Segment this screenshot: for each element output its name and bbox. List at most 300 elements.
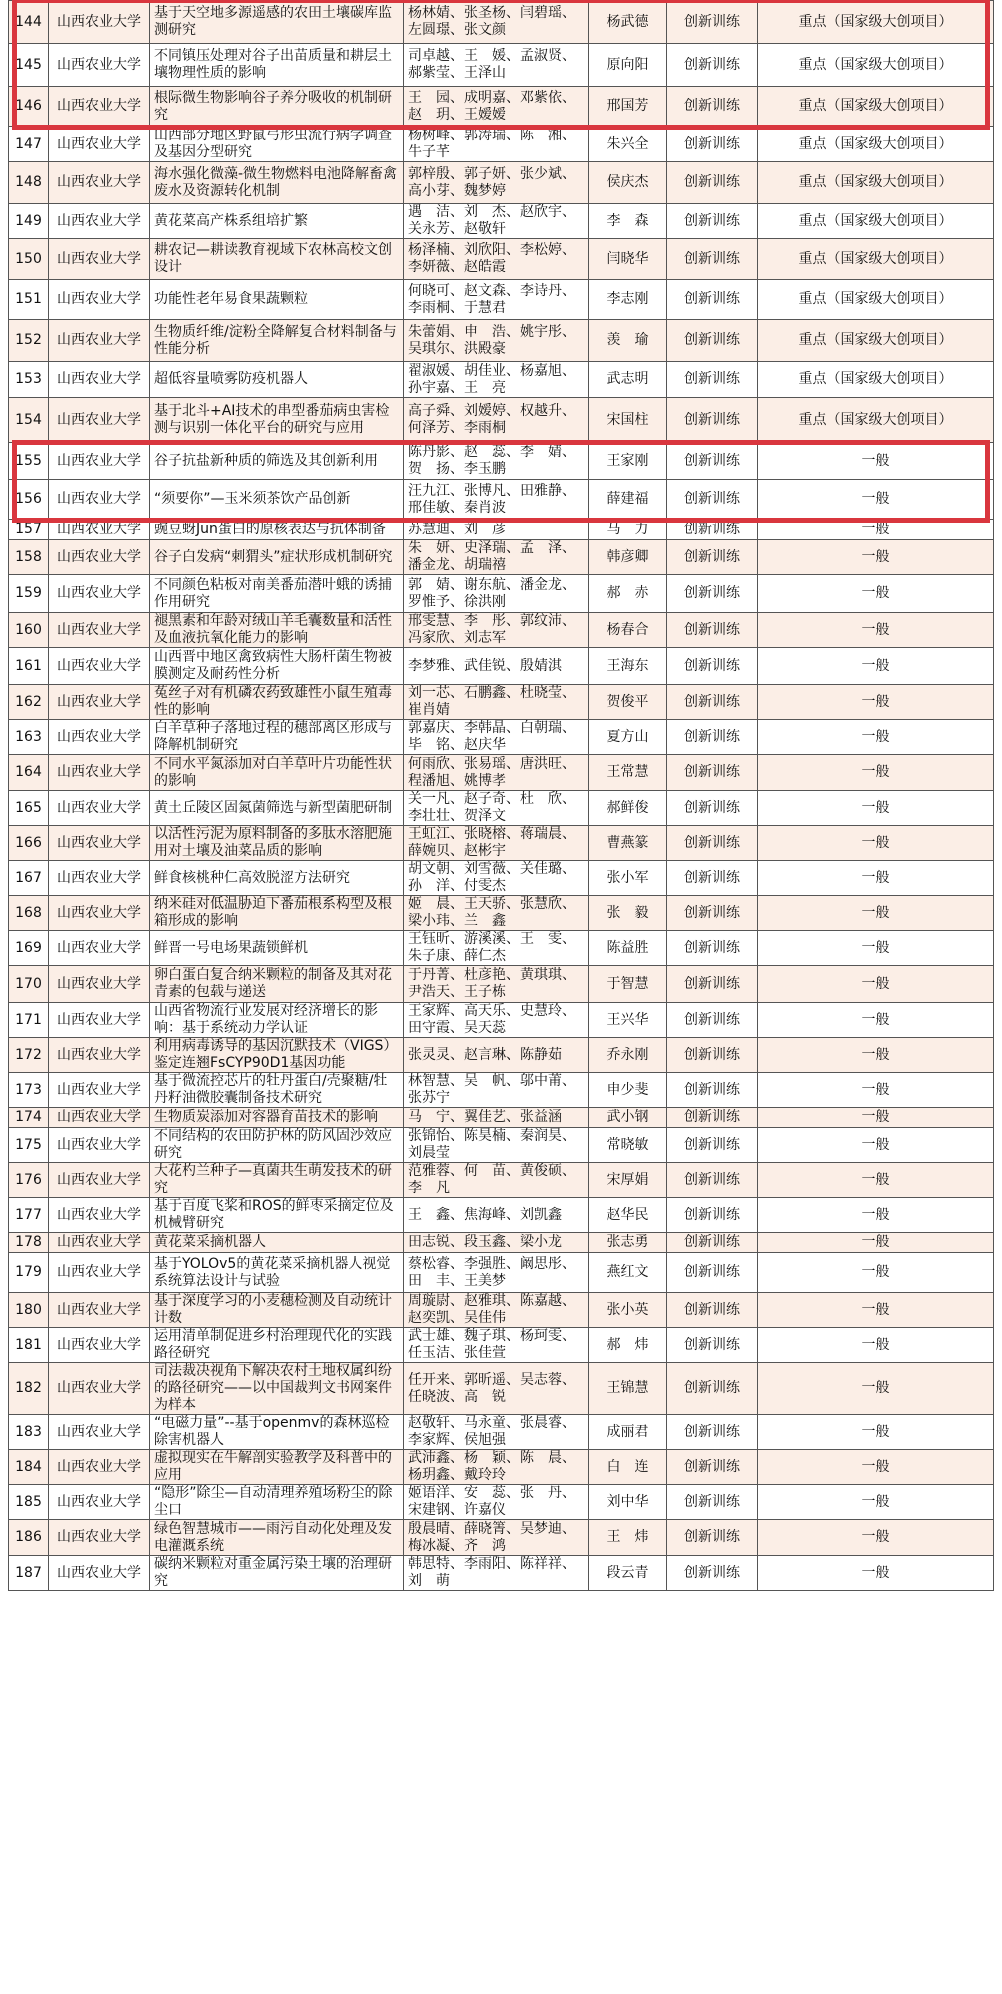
member-list: 张锦怡、陈昊楠、秦润昊、刘晨莹: [404, 1128, 589, 1163]
project-title: 卵白蛋白复合纳米颗粒的制备及其对花青素的包载与递送: [150, 966, 404, 1003]
project-level: 重点（国家级大创项目）: [758, 162, 994, 204]
row-number: 167: [9, 861, 49, 896]
row-number: 175: [9, 1128, 49, 1163]
project-type: 创新训练: [667, 720, 758, 755]
advisor-name: 宋国柱: [589, 398, 667, 443]
project-type: 创新训练: [667, 162, 758, 204]
school-name: 山西农业大学: [49, 613, 150, 648]
project-type: 创新训练: [667, 1485, 758, 1520]
member-list: 姬 晨、王天骄、张慧欣、梁小玮、兰 鑫: [404, 896, 589, 931]
member-list: 武沛鑫、杨 颖、陈 晨、杨玥鑫、戴玲玲: [404, 1450, 589, 1485]
member-list: 郭 婧、谢东航、潘金龙、罗惟予、徐洪刚: [404, 575, 589, 613]
table-row: [9, 1128, 994, 1163]
member-list: 关一凡、赵子奇、杜 欣、李壮壮、贺泽文: [404, 791, 589, 826]
advisor-name: 武小钢: [589, 1108, 667, 1128]
member-list: 林智慧、吴 帆、邬中莆、张苏宁: [404, 1073, 589, 1108]
project-level: 一般: [758, 1198, 994, 1233]
project-level: 一般: [758, 648, 994, 685]
school-name: 山西农业大学: [49, 575, 150, 613]
project-type: 创新训练: [667, 540, 758, 575]
row-number: 144: [9, 1, 49, 44]
member-list: 王虹江、张晓榕、蒋瑞晨、薛婉贝、赵彬宇: [404, 826, 589, 861]
row-number: 185: [9, 1485, 49, 1520]
project-level: 一般: [758, 931, 994, 966]
table-row: [9, 1003, 994, 1038]
project-level: 重点（国家级大创项目）: [758, 362, 994, 398]
advisor-name: 朱兴全: [589, 127, 667, 162]
project-type: 创新训练: [667, 1233, 758, 1253]
project-type: 创新训练: [667, 1163, 758, 1198]
school-name: 山西农业大学: [49, 1233, 150, 1253]
advisor-name: 白 连: [589, 1450, 667, 1485]
row-number: 163: [9, 720, 49, 755]
school-name: 山西农业大学: [49, 1, 150, 44]
advisor-name: 申少斐: [589, 1073, 667, 1108]
project-title: 基于百度飞桨和ROS的鲜枣采摘定位及机械臂研究: [150, 1198, 404, 1233]
table-row: [9, 540, 994, 575]
project-level: 一般: [758, 1128, 994, 1163]
project-type: 创新训练: [667, 1450, 758, 1485]
member-list: 杨泽楠、刘欣阳、李松婷、李妍薇、赵皓霞: [404, 239, 589, 280]
project-type: 创新训练: [667, 1128, 758, 1163]
member-list: 王家辉、高天乐、史慧玲、田守霞、吴天蕊: [404, 1003, 589, 1038]
table-row: [9, 966, 994, 1003]
project-title: 基于微流控芯片的牡丹蛋白/壳聚糖/牡丹籽油微胶囊制备技术研究: [150, 1073, 404, 1108]
table-row: [9, 931, 994, 966]
row-number: 161: [9, 648, 49, 685]
table-row: [9, 239, 994, 280]
project-level: 一般: [758, 826, 994, 861]
project-title: 山西部分地区野鼠弓形虫流行病学调查及基因分型研究: [150, 127, 404, 162]
project-type: 创新训练: [667, 685, 758, 720]
row-number: 170: [9, 966, 49, 1003]
table-row: [9, 362, 994, 398]
project-title: “须要你”—玉米须茶饮产品创新: [150, 480, 404, 520]
table-row: [9, 204, 994, 239]
advisor-name: 常晓敏: [589, 1128, 667, 1163]
advisor-name: 王海东: [589, 648, 667, 685]
table-row: [9, 861, 994, 896]
project-level: 重点（国家级大创项目）: [758, 44, 994, 87]
project-level: 一般: [758, 1485, 994, 1520]
project-level: 一般: [758, 1163, 994, 1198]
school-name: 山西农业大学: [49, 1073, 150, 1108]
project-type: 创新训练: [667, 398, 758, 443]
project-title: 生物质炭添加对容器育苗技术的影响: [150, 1108, 404, 1128]
project-title: 碳纳米颗粒对重金属污染土壤的治理研究: [150, 1556, 404, 1591]
advisor-name: 张小英: [589, 1293, 667, 1328]
table-row: [9, 1293, 994, 1328]
row-number: 169: [9, 931, 49, 966]
school-name: 山西农业大学: [49, 204, 150, 239]
advisor-name: 杨武德: [589, 1, 667, 44]
school-name: 山西农业大学: [49, 1485, 150, 1520]
member-list: 王钰昕、游溪溪、王 雯、朱子康、薛仁杰: [404, 931, 589, 966]
school-name: 山西农业大学: [49, 685, 150, 720]
advisor-name: 王常慧: [589, 755, 667, 791]
member-list: 范雅蓉、何 苗、黄俊硕、李 凡: [404, 1163, 589, 1198]
school-name: 山西农业大学: [49, 1163, 150, 1198]
project-title: 不同结构的农田防护林的防风固沙效应研究: [150, 1128, 404, 1163]
advisor-name: 杨春合: [589, 613, 667, 648]
project-type: 创新训练: [667, 861, 758, 896]
project-title: 生物质纤维/淀粉全降解复合材料制备与性能分析: [150, 320, 404, 362]
table-row: [9, 648, 994, 685]
project-title: 不同镇压处理对谷子出苗质量和耕层土壤物理性质的影响: [150, 44, 404, 87]
project-level: 一般: [758, 613, 994, 648]
project-level: 一般: [758, 1108, 994, 1128]
row-number: 157: [9, 520, 49, 540]
school-name: 山西农业大学: [49, 1293, 150, 1328]
project-title: 运用清单制促进乡村治理现代化的实践路径研究: [150, 1328, 404, 1363]
advisor-name: 韩彦卿: [589, 540, 667, 575]
project-level: 重点（国家级大创项目）: [758, 320, 994, 362]
project-level: 一般: [758, 575, 994, 613]
project-title: 司法裁决视角下解决农村土地权属纠纷的路径研究——以中国裁判文书网案件为样本: [150, 1363, 404, 1415]
member-list: 杨林婧、张圣杨、闫碧瑶、左圆璟、张文颜: [404, 1, 589, 44]
school-name: 山西农业大学: [49, 480, 150, 520]
project-type: 创新训练: [667, 791, 758, 826]
school-name: 山西农业大学: [49, 720, 150, 755]
school-name: 山西农业大学: [49, 1415, 150, 1450]
row-number: 150: [9, 239, 49, 280]
project-type: 创新训练: [667, 1328, 758, 1363]
advisor-name: 李志刚: [589, 280, 667, 320]
member-list: 陈丹影、赵 蕊、李 婧、贺 扬、李玉鹏: [404, 443, 589, 480]
table-row: [9, 162, 994, 204]
project-title: “隐形”除尘—自动清理养殖场粉尘的除尘口: [150, 1485, 404, 1520]
project-title: 海水强化微藻-微生物燃料电池降解畜禽废水及资源转化机制: [150, 162, 404, 204]
school-name: 山西农业大学: [49, 443, 150, 480]
project-title: 不同颜色粘板对南美番茄潜叶蛾的诱捕作用研究: [150, 575, 404, 613]
school-name: 山西农业大学: [49, 966, 150, 1003]
school-name: 山西农业大学: [49, 648, 150, 685]
member-list: 蔡松睿、李强胜、阚思彤、田 丰、王美梦: [404, 1253, 589, 1293]
member-list: 胡文朝、刘雪薇、关佳璐、孙 洋、付雯杰: [404, 861, 589, 896]
table-row: [9, 826, 994, 861]
advisor-name: 张志勇: [589, 1233, 667, 1253]
advisor-name: 燕红文: [589, 1253, 667, 1293]
project-type: 创新训练: [667, 1293, 758, 1328]
school-name: 山西农业大学: [49, 162, 150, 204]
project-level: 一般: [758, 1253, 994, 1293]
project-title: 黄花菜采摘机器人: [150, 1233, 404, 1253]
school-name: 山西农业大学: [49, 1520, 150, 1556]
project-level: 重点（国家级大创项目）: [758, 280, 994, 320]
school-name: 山西农业大学: [49, 280, 150, 320]
project-title: 豌豆蚜Jun蛋白的原核表达与抗体制备: [150, 520, 404, 540]
project-level: 一般: [758, 1293, 994, 1328]
project-type: 创新训练: [667, 320, 758, 362]
row-number: 180: [9, 1293, 49, 1328]
project-type: 创新训练: [667, 443, 758, 480]
table-row: [9, 1450, 994, 1485]
advisor-name: 曹燕篆: [589, 826, 667, 861]
advisor-name: 郝 赤: [589, 575, 667, 613]
project-type: 创新训练: [667, 966, 758, 1003]
member-list: 马 宁、翼佳艺、张益涵: [404, 1108, 589, 1128]
advisor-name: 于智慧: [589, 966, 667, 1003]
project-type: 创新训练: [667, 280, 758, 320]
row-number: 160: [9, 613, 49, 648]
table-body: [9, 1, 994, 1591]
project-title: 谷子白发病“刺猬头”症状形成机制研究: [150, 540, 404, 575]
table-row: [9, 1198, 994, 1233]
table-row: [9, 1485, 994, 1520]
project-level: 重点（国家级大创项目）: [758, 204, 994, 239]
advisor-name: 郝鲜俊: [589, 791, 667, 826]
table-row: [9, 1073, 994, 1108]
member-list: 朱 妍、史泽瑞、孟 泽、潘金龙、胡瑞禧: [404, 540, 589, 575]
table-row: [9, 320, 994, 362]
project-title: 不同水平氮添加对白羊草叶片功能性状的影响: [150, 755, 404, 791]
row-number: 168: [9, 896, 49, 931]
row-number: 162: [9, 685, 49, 720]
project-type: 创新训练: [667, 239, 758, 280]
project-title: 基于深度学习的小麦穗检测及自动统计计数: [150, 1293, 404, 1328]
project-title: 褪黑素和年龄对绒山羊毛囊数量和活性及血液抗氧化能力的影响: [150, 613, 404, 648]
advisor-name: 段云青: [589, 1556, 667, 1591]
row-number: 184: [9, 1450, 49, 1485]
project-title: 黄花菜高产株系组培扩繁: [150, 204, 404, 239]
row-number: 182: [9, 1363, 49, 1415]
advisor-name: 郝 炜: [589, 1328, 667, 1363]
table-row: [9, 1363, 994, 1415]
table-row: [9, 1, 994, 44]
project-type: 创新训练: [667, 648, 758, 685]
project-table: [8, 0, 994, 1591]
row-number: 164: [9, 755, 49, 791]
member-list: 武士雄、魏子琪、杨珂雯、任玉洁、张佳萱: [404, 1328, 589, 1363]
member-list: 遇 洁、刘 杰、赵欣宇、关永芳、赵敬轩: [404, 204, 589, 239]
table-row: [9, 685, 994, 720]
row-number: 145: [9, 44, 49, 87]
project-title: 功能性老年易食果蔬颗粒: [150, 280, 404, 320]
school-name: 山西农业大学: [49, 239, 150, 280]
row-number: 165: [9, 791, 49, 826]
school-name: 山西农业大学: [49, 320, 150, 362]
project-level: 一般: [758, 540, 994, 575]
table-row: [9, 520, 994, 540]
row-number: 152: [9, 320, 49, 362]
advisor-name: 张小军: [589, 861, 667, 896]
project-title: 耕农记—耕读教育视域下农林高校文创设计: [150, 239, 404, 280]
advisor-name: 武志明: [589, 362, 667, 398]
project-level: 一般: [758, 791, 994, 826]
advisor-name: 赵华民: [589, 1198, 667, 1233]
school-name: 山西农业大学: [49, 87, 150, 127]
advisor-name: 王兴华: [589, 1003, 667, 1038]
table-row: [9, 720, 994, 755]
school-name: 山西农业大学: [49, 755, 150, 791]
table-row: [9, 1108, 994, 1128]
member-list: 何晓可、赵文森、李诗丹、李雨桐、于慧君: [404, 280, 589, 320]
advisor-name: 李 森: [589, 204, 667, 239]
member-list: 李梦雅、武佳锐、殷婧淇: [404, 648, 589, 685]
row-number: 166: [9, 826, 49, 861]
project-level: 重点（国家级大创项目）: [758, 398, 994, 443]
project-level: 一般: [758, 1328, 994, 1363]
member-list: 汪九江、张博凡、田雅静、邢佳敏、秦肖波: [404, 480, 589, 520]
project-title: 超低容量喷雾防疫机器人: [150, 362, 404, 398]
table-row: [9, 791, 994, 826]
table-row: [9, 1038, 994, 1073]
advisor-name: 夏方山: [589, 720, 667, 755]
table-row: [9, 127, 994, 162]
row-number: 148: [9, 162, 49, 204]
member-list: 任开来、郭昕遥、吴志蓉、任晓波、高 锐: [404, 1363, 589, 1415]
project-level: 重点（国家级大创项目）: [758, 87, 994, 127]
member-list: 翟淑媛、胡佳业、杨嘉旭、孙宇嘉、王 亮: [404, 362, 589, 398]
table-row: [9, 280, 994, 320]
school-name: 山西农业大学: [49, 861, 150, 896]
row-number: 177: [9, 1198, 49, 1233]
project-type: 创新训练: [667, 44, 758, 87]
member-list: 刘一芯、石鹏鑫、杜晓莹、崔肖婧: [404, 685, 589, 720]
row-number: 178: [9, 1233, 49, 1253]
project-type: 创新训练: [667, 826, 758, 861]
project-level: 一般: [758, 1038, 994, 1073]
advisor-name: 薛建福: [589, 480, 667, 520]
advisor-name: 马 力: [589, 520, 667, 540]
table-row: [9, 755, 994, 791]
project-title: 大花杓兰种子—真菌共生萌发技术的研究: [150, 1163, 404, 1198]
table-row: [9, 1253, 994, 1293]
advisor-name: 陈益胜: [589, 931, 667, 966]
project-type: 创新训练: [667, 1415, 758, 1450]
project-level: 一般: [758, 1363, 994, 1415]
school-name: 山西农业大学: [49, 931, 150, 966]
advisor-name: 邢国芳: [589, 87, 667, 127]
advisor-name: 张 毅: [589, 896, 667, 931]
project-type: 创新训练: [667, 896, 758, 931]
school-name: 山西农业大学: [49, 362, 150, 398]
project-title: 利用病毒诱导的基因沉默技术（VIGS）鉴定连翘FsCYP90D1基因功能: [150, 1038, 404, 1073]
school-name: 山西农业大学: [49, 1363, 150, 1415]
project-title: 绿色智慧城市——雨污自动化处理及发电灌溉系统: [150, 1520, 404, 1556]
member-list: 邢雯慧、李 彤、郭纹沛、冯家欣、刘志军: [404, 613, 589, 648]
table-row: [9, 1556, 994, 1591]
project-type: 创新训练: [667, 1363, 758, 1415]
member-list: 朱蕾娟、申 浩、姚宇彤、吴琪尔、洪殿豪: [404, 320, 589, 362]
member-list: 于丹菁、杜彦艳、黄琪琪、尹浩天、王子栋: [404, 966, 589, 1003]
row-number: 173: [9, 1073, 49, 1108]
project-type: 创新训练: [667, 1038, 758, 1073]
project-type: 创新训练: [667, 480, 758, 520]
project-level: 一般: [758, 861, 994, 896]
row-number: 172: [9, 1038, 49, 1073]
project-level: 一般: [758, 896, 994, 931]
table-row: [9, 613, 994, 648]
table-row: [9, 44, 994, 87]
project-type: 创新训练: [667, 204, 758, 239]
member-list: 王 鑫、焦海峰、刘凯鑫: [404, 1198, 589, 1233]
advisor-name: 乔永刚: [589, 1038, 667, 1073]
row-number: 156: [9, 480, 49, 520]
row-number: 153: [9, 362, 49, 398]
table-row: [9, 1415, 994, 1450]
project-level: 一般: [758, 1556, 994, 1591]
school-name: 山西农业大学: [49, 1108, 150, 1128]
project-type: 创新训练: [667, 1253, 758, 1293]
school-name: 山西农业大学: [49, 791, 150, 826]
row-number: 149: [9, 204, 49, 239]
table-row: [9, 87, 994, 127]
project-level: 一般: [758, 685, 994, 720]
advisor-name: 王家刚: [589, 443, 667, 480]
row-number: 176: [9, 1163, 49, 1198]
row-number: 155: [9, 443, 49, 480]
advisor-name: 成丽君: [589, 1415, 667, 1450]
project-title: 根际微生物影响谷子养分吸收的机制研究: [150, 87, 404, 127]
project-title: 以活性污泥为原料制备的多肽水溶肥施用对土壤及油菜品质的影响: [150, 826, 404, 861]
project-level: 一般: [758, 1003, 994, 1038]
member-list: 王 园、成明嘉、邓紫依、赵 玥、王嫒嫒: [404, 87, 589, 127]
school-name: 山西农业大学: [49, 826, 150, 861]
row-number: 147: [9, 127, 49, 162]
table-row: [9, 1233, 994, 1253]
project-type: 创新训练: [667, 931, 758, 966]
member-list: 韩思特、李雨阳、陈祥祥、刘 萌: [404, 1556, 589, 1591]
project-level: 一般: [758, 1520, 994, 1556]
school-name: 山西农业大学: [49, 1328, 150, 1363]
advisor-name: 闫晓华: [589, 239, 667, 280]
project-type: 创新训练: [667, 1, 758, 44]
table-row: [9, 1328, 994, 1363]
member-list: 苏慧迪、刘 彦: [404, 520, 589, 540]
project-title: 鲜食核桃种仁高效脱涩方法研究: [150, 861, 404, 896]
project-type: 创新训练: [667, 1556, 758, 1591]
row-number: 158: [9, 540, 49, 575]
school-name: 山西农业大学: [49, 1038, 150, 1073]
project-level: 重点（国家级大创项目）: [758, 1, 994, 44]
project-title: 虚拟现实在牛解剖实验教学及科普中的应用: [150, 1450, 404, 1485]
member-list: 张灵灵、赵言琳、陈静茹: [404, 1038, 589, 1073]
project-title: 纳米硅对低温胁迫下番茄根系构型及根箱形成的影响: [150, 896, 404, 931]
table-row: [9, 443, 994, 480]
member-list: 郭梓殷、郭子妍、张少斌、高小芽、魏梦婷: [404, 162, 589, 204]
member-list: 郭嘉庆、李韩晶、白朝瑞、毕 铭、赵庆华: [404, 720, 589, 755]
row-number: 174: [9, 1108, 49, 1128]
project-type: 创新训练: [667, 1198, 758, 1233]
school-name: 山西农业大学: [49, 1556, 150, 1591]
school-name: 山西农业大学: [49, 540, 150, 575]
project-level: 重点（国家级大创项目）: [758, 239, 994, 280]
table-row: [9, 896, 994, 931]
row-number: 183: [9, 1415, 49, 1450]
table-row: [9, 1163, 994, 1198]
member-list: 高子舜、刘嫒婷、权越升、何泽芳、李雨桐: [404, 398, 589, 443]
project-level: 一般: [758, 1233, 994, 1253]
project-type: 创新训练: [667, 1003, 758, 1038]
project-title: 基于YOLOv5的黄花菜采摘机器人视觉系统算法设计与试验: [150, 1253, 404, 1293]
school-name: 山西农业大学: [49, 520, 150, 540]
row-number: 171: [9, 1003, 49, 1038]
project-level: 一般: [758, 755, 994, 791]
project-title: 基于天空地多源遥感的农田土壤碳库监测研究: [150, 1, 404, 44]
project-type: 创新训练: [667, 575, 758, 613]
project-level: 一般: [758, 720, 994, 755]
project-title: 鲜晋一号电场果蔬锁鲜机: [150, 931, 404, 966]
school-name: 山西农业大学: [49, 1450, 150, 1485]
advisor-name: 宋厚娟: [589, 1163, 667, 1198]
project-type: 创新训练: [667, 362, 758, 398]
project-level: 一般: [758, 480, 994, 520]
project-type: 创新训练: [667, 1108, 758, 1128]
project-type: 创新训练: [667, 1073, 758, 1108]
row-number: 181: [9, 1328, 49, 1363]
project-level: 重点（国家级大创项目）: [758, 127, 994, 162]
